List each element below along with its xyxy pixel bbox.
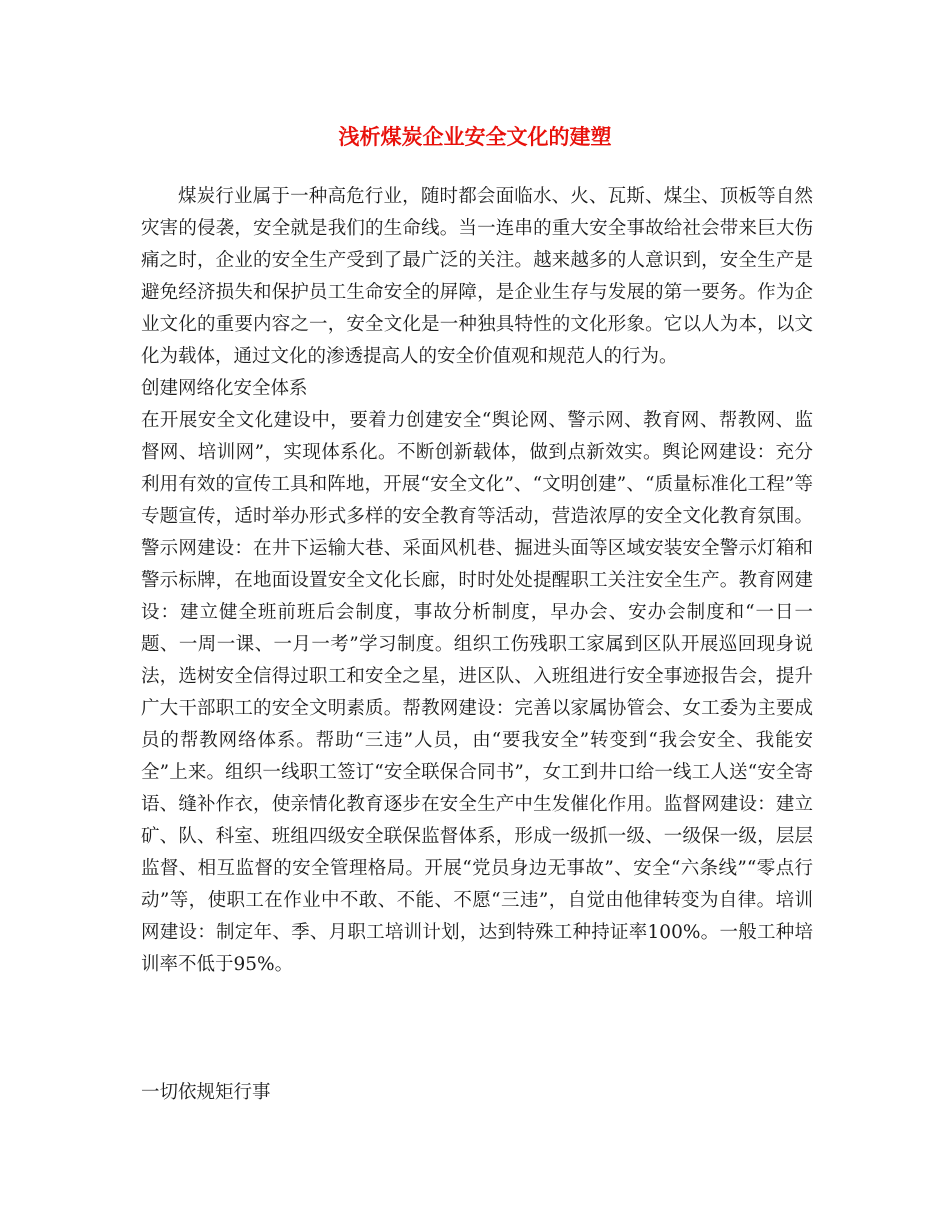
section-heading-network-safety-system: 创建网络化安全体系 xyxy=(141,378,308,399)
document-title: 浅析煤炭企业安全文化的建塑 xyxy=(338,125,612,149)
section-paragraph-network-safety-system: 在开展安全文化建设中，要着力创建安全“舆论网、警示网、教育网、帮教网、监督网、培训网”，实现体系化。不断创新载体，做到点新效实。舆论网建设：充分利用有效的宣传工具和阵地，开展“安全文化”、“文明创建”、“质量标准化工程”等专题宣传，适时举办形式多样的安全教育等活动，营造浓厚的安全文化教育氛围。警示网建设：在井下运输大巷、采面风机巷、掘进头面等区域安装安全警示灯箱和警示标牌，在地面设置安全文化长廊，时时处处提醒职工关注安全生产。教育网建设：建立健全班前班后会制度，事故分析制度，早办会、安办会制度和“一日一题、一周一课、一月一考”学习制度。组织工伤残职工家属到区队开展巡回现身说法，选树安全信得过职工和安全之星，进区队、入班组进行安全事迹报告会，提升广大干部职工的安全文明素质。帮教网建设：完善以家属协管会、女工委为主要成员的帮教网络体系。帮助“三违”人员，由“要我安全”转变到“我会安全、我能安全”上来。组织一线职工签订“安全联保合同书”，女工到井口给一线工人送“安全寄语、缝补作衣，使亲情化教育逐步在安全生产中生发催化作用。监督网建设：建立矿、队、科室、班组四级安全联保监督体系，形成一级抓一级、一级保一级，层层监督、相互监督的安全管理格局。开展“党员身边无事故”、安全“六条线”“零点行动”等，使职工在作业中不敢、不能、不愿“三违”，自觉由他律转变为自律。培训网建设：制定年、季、月职工培训计划，达到特殊工种持证率100%。一般工种培训率不低于95%。 xyxy=(141,410,813,975)
intro-paragraph: 煤炭行业属于一种高危行业，随时都会面临水、火、瓦斯、煤尘、顶板等自然灾害的侵袭，安全就是我们的生命线。当一连串的重大安全事故给社会带来巨大伤痛之时，企业的安全生产受到了最广泛的关注。越来越多的人意识到，安全生产是避免经济损失和保护员工生命安全的屏障，是企业生存与发展的第一要务。作为企业文化的重要内容之一，安全文化是一种独具特性的文化形象。它以人为本，以文化为载体，通过文化的渗透提高人的安全价值观和规范人的行为。 xyxy=(141,186,813,367)
section-heading-follow-rules: 一切依规矩行事 xyxy=(141,1082,271,1103)
